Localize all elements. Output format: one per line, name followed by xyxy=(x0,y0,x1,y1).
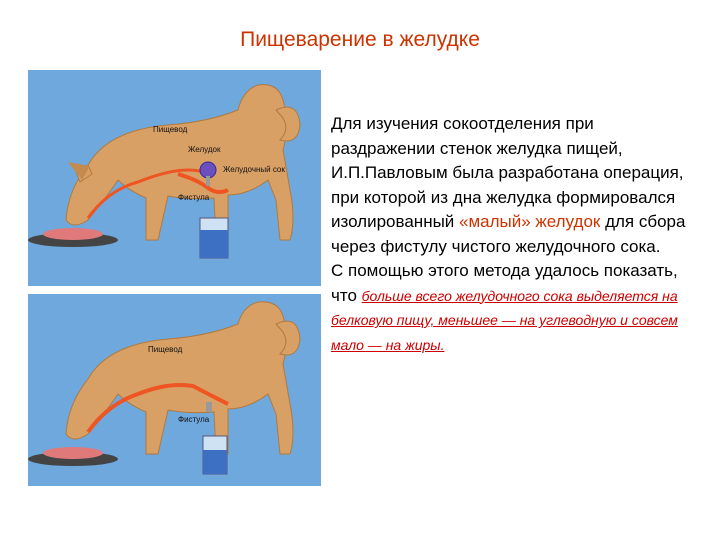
description-text xyxy=(331,112,691,357)
small-stomach-highlight: «малый» желудок xyxy=(459,212,601,231)
label-stomach: Желудок xyxy=(188,145,221,154)
label-esophagus: Пищевод xyxy=(153,125,188,134)
label-fistula-bottom: Фистула xyxy=(178,415,210,424)
label-isolated-stomach: Желудочный сок xyxy=(223,165,285,174)
label-esophagus-bottom: Пищевод xyxy=(148,345,183,354)
paragraph-1-end: для сбора через фистулу чистого желудочного сока. xyxy=(331,212,686,256)
label-fistula: Фистула xyxy=(178,193,210,202)
conclusion-emphasis: больше всего желудочного сока выделяется на белковую пищу, меньшее — на углеводную и совсем мало — на жиры. xyxy=(331,287,678,353)
paragraph-2-start: С помощью этого метода удалось показать, что xyxy=(331,261,678,305)
paragraph-1-start: Для изучения сокоотделения при раздражении стенок желудка пищей, И.П.Павловым была разработана операция, при которой из дна желудка формировался изолированный xyxy=(331,114,684,231)
dog-experiment-figure-bottom xyxy=(28,294,321,486)
dog-experiment-figure-top xyxy=(28,70,321,286)
slide-title: Пищеварение в желудке xyxy=(240,28,480,51)
